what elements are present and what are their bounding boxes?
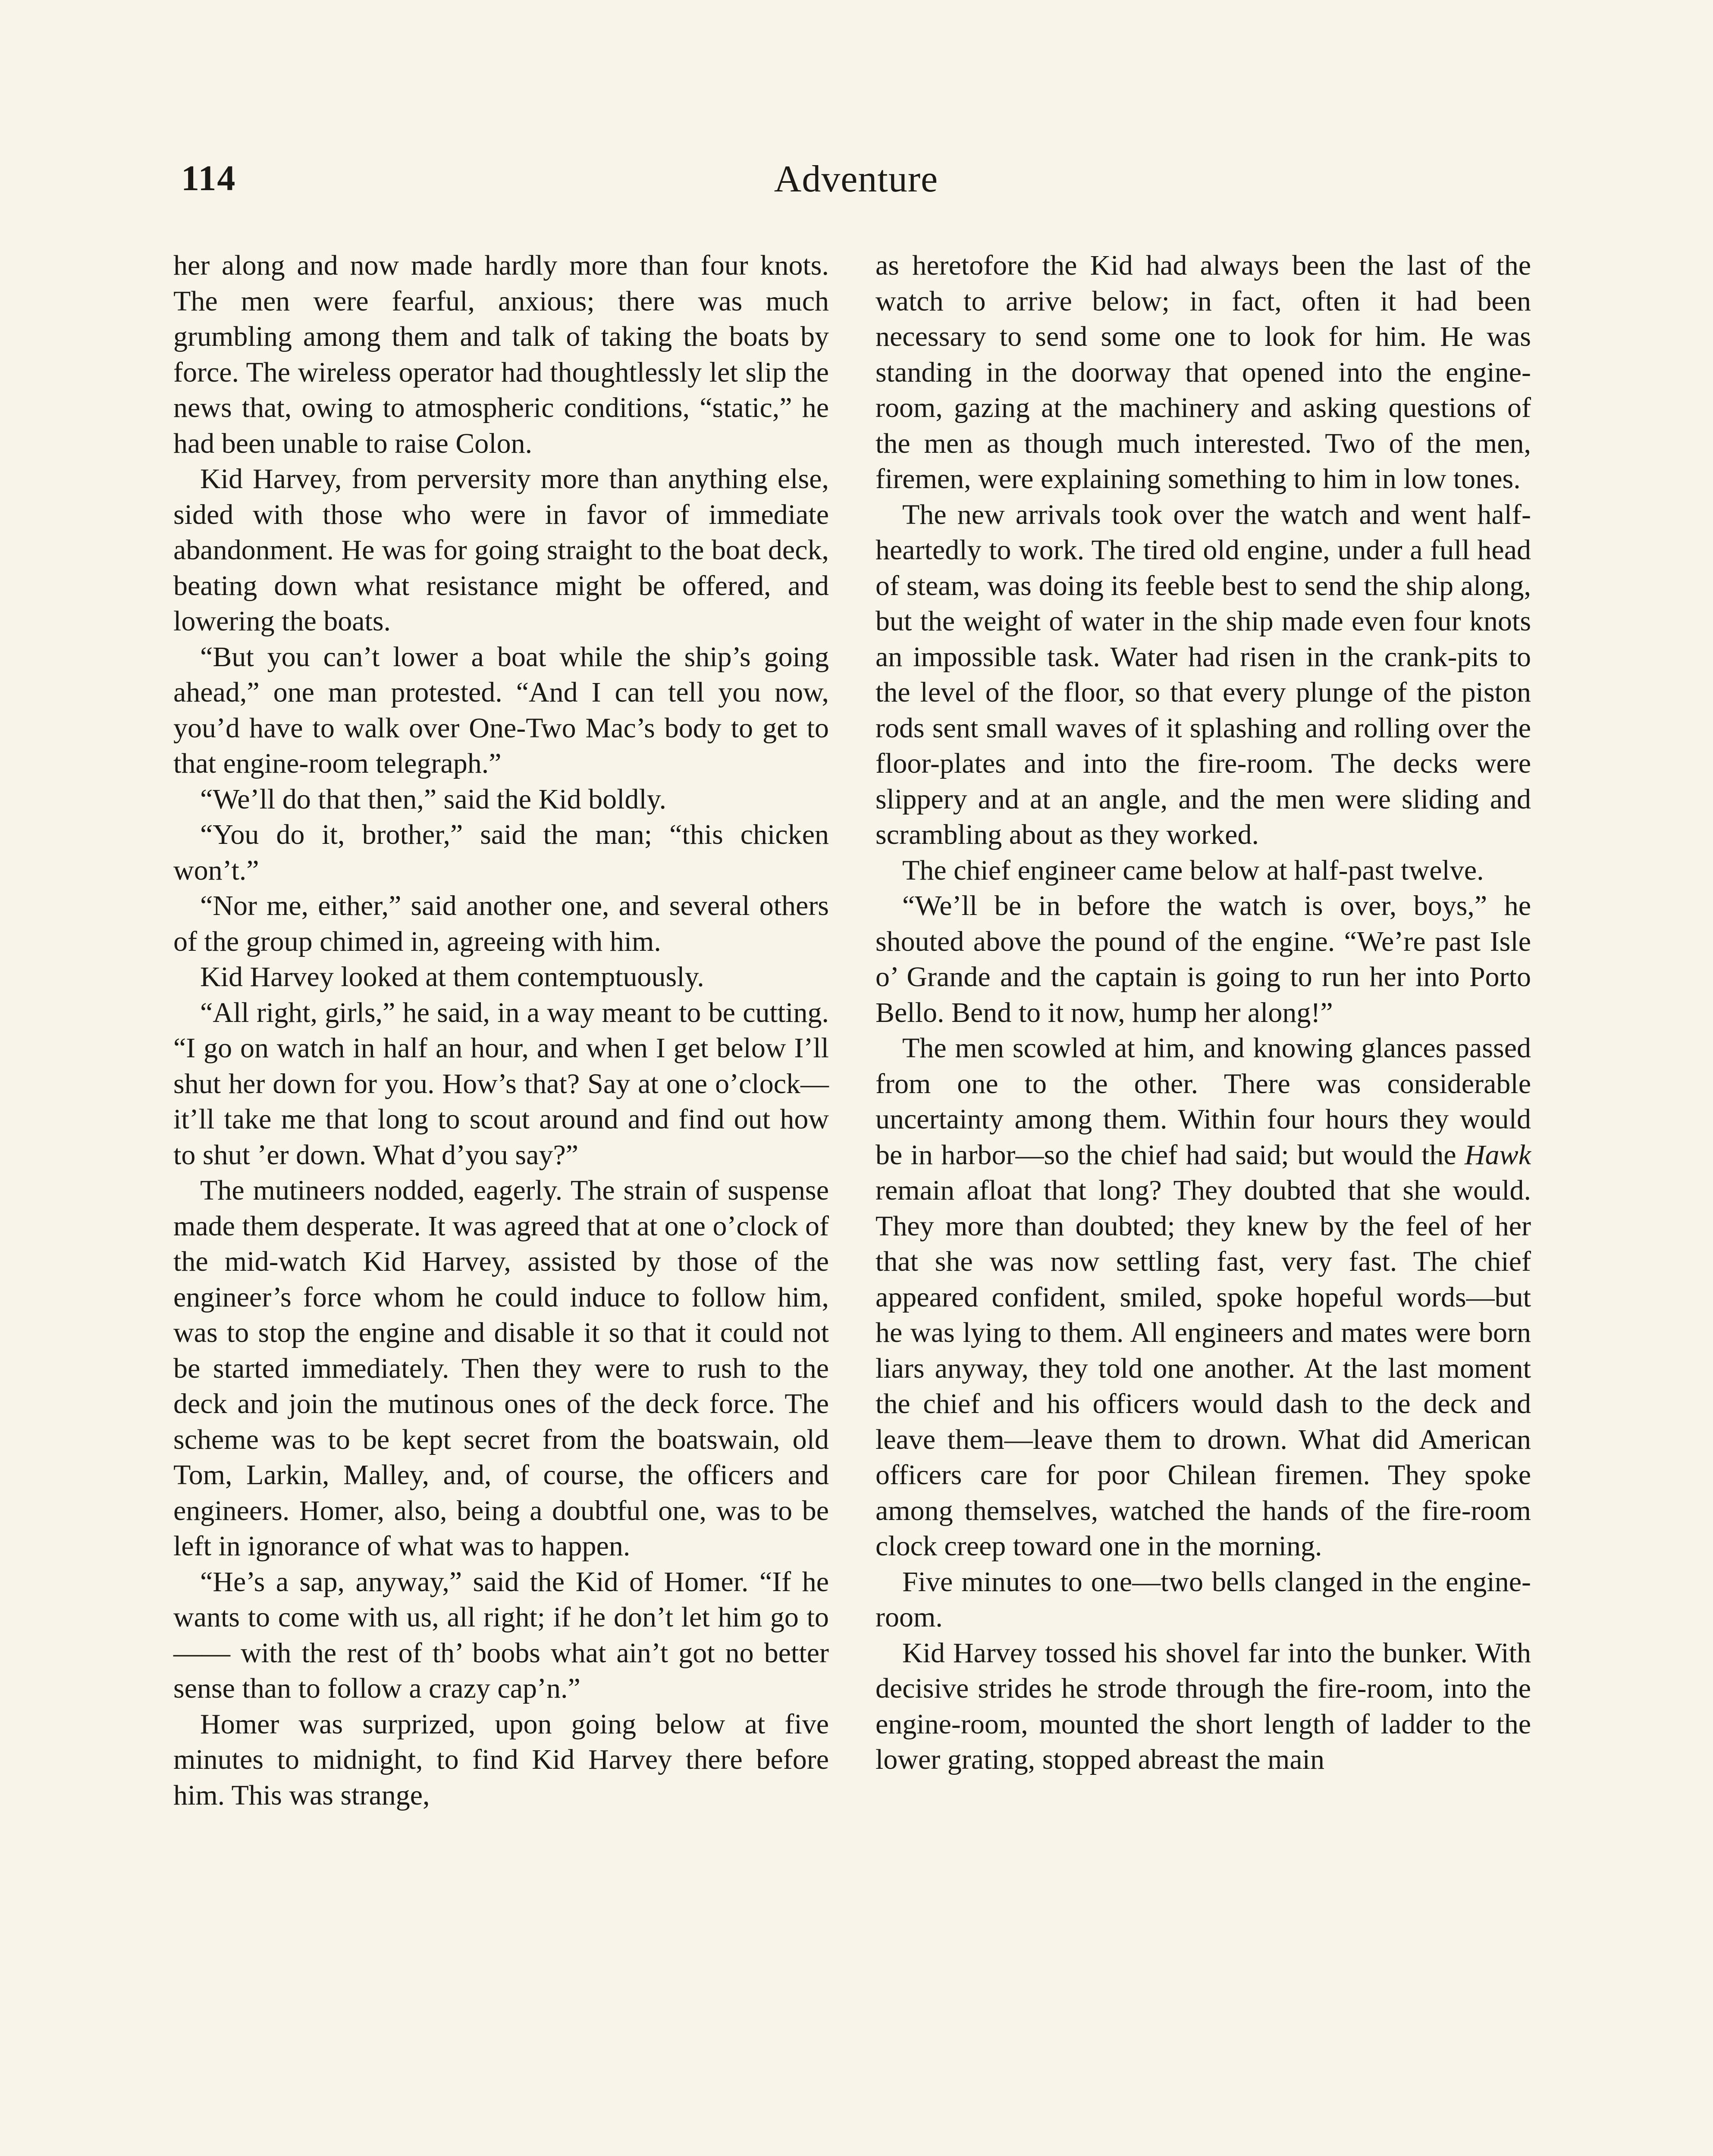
- paragraph: Five minutes to one—two bells clanged in the engine-room.: [875, 1566, 1531, 1633]
- paragraph: “He’s a sap, anyway,” said the Kid of Homer. “If he wants to come with us, all right; if he don’t let him go to —— with the rest of th’ boobs what ain’t got no better sense than to follow a crazy cap’n.”: [173, 1566, 829, 1704]
- paragraph: “You do it, brother,” said the man; “this chicken won’t.”: [173, 819, 829, 886]
- paragraph: Kid Harvey, from perversity more than anything else, sided with those who were in favor of immediate abandonment. He was for going straight to the boat deck, beating down what resistance might be offered, and lowering the boats.: [173, 463, 829, 637]
- paragraph: “But you can’t lower a boat while the ship’s going ahead,” one man protested. “And I can tell you now, you’d have to walk over One-Two Mac’s body to get to that engine-room telegraph.”: [173, 641, 829, 779]
- paragraph: Homer was surprized, upon going below at five minutes to midnight, to find Kid Harvey there before him. This was strange,: [173, 1708, 829, 1811]
- paragraph: “Nor me, either,” said another one, and several others of the group chimed in, agreeing with him.: [173, 890, 829, 957]
- paragraph: Kid Harvey tossed his shovel far into the bunker. With decisive strides he strode through the fire-room, into the engine-room, mounted the short length of ladder to the lower grating, stopped abreast the main: [875, 1637, 1531, 1775]
- page-number: 114: [181, 158, 236, 198]
- paragraph: The men scowled at him, and knowing glances passed from one to the other. There was considerable uncertainty among them. Within four hours they would be in harbor—so the chief had said; but would the Hawk remain afloat that long? They doubted that she would. They more than doubted; they knew by the feel of her that she was now settling fast, very fast. The chief appeared confident, smiled, spoke hopeful words—but he was lying to them. All engineers and mates were born liars anyway, they told one another. At the last moment the chief and his officers would dash to the deck and leave them—leave them to drown. What did American officers care for poor Chilean firemen. They spoke among themselves, watched the hands of the fire-room clock creep toward one in the morning.: [875, 1032, 1531, 1562]
- paragraph: her along and now made hardly more than four knots. The men were fearful, anxious; there was much grumbling among them and talk of taking the boats by force. The wireless operator had thoughtlessly let slip the news that, owing to atmospheric conditions, “static,” he had been unable to raise Colon.: [173, 250, 829, 459]
- paragraph: The chief engineer came below at half-past twelve.: [902, 854, 1484, 886]
- paragraph: “We’ll do that then,” said the Kid boldly.: [200, 783, 666, 815]
- left-column: [173, 248, 829, 1813]
- right-column: [875, 248, 1531, 1778]
- paragraph: “All right, girls,” he said, in a way meant to be cutting. “I go on watch in half an hour, and when I get below I’ll shut her down for you. How’s that? Say at one o’clock—it’ll take me that long to scout around and find out how to shut ’er down. What d’you say?”: [173, 997, 829, 1171]
- ship-name: Hawk: [1465, 1139, 1531, 1171]
- paragraph: as heretofore the Kid had always been the last of the watch to arrive below; in fact, often it had been necessary to send some one to look for him. He was standing in the doorway that opened into the engine-room, gazing at the machinery and asking questions of the men as though much interested. Two of the men, firemen, were explaining something to him in low tones.: [875, 250, 1531, 495]
- paragraph: The new arrivals took over the watch and went half-heartedly to work. The tired old engine, under a full head of steam, was doing its feeble best to send the ship along, but the weight of water in the ship made even four knots an impossible task. Water had risen in the crank-pits to the level of the floor, so that every plunge of the piston rods sent small waves of it splashing and rolling over the floor-plates and into the fire-room. The decks were slippery and at an angle, and the men were sliding and scrambling about as they worked.: [875, 498, 1531, 850]
- paragraph: Kid Harvey looked at them contemptuously.: [200, 961, 704, 993]
- running-title: Adventure: [774, 158, 938, 200]
- paragraph: “We’ll be in before the watch is over, boys,” he shouted above the pound of the engine. “We’re past Isle o’ Grande and the captain is going to run her into Porto Bello. Bend to it now, hump her along!”: [875, 890, 1531, 1028]
- paragraph: The mutineers nodded, eagerly. The strain of suspense made them desperate. It was agreed that at one o’clock of the mid-watch Kid Harvey, assisted by those of the engineer’s force whom he could induce to follow him, was to stop the engine and disable it so that it could not be started immediately. Then they were to rush to the deck and join the mutinous ones of the deck force. The scheme was to be kept secret from the boatswain, old Tom, Larkin, Malley, and, of course, the officers and engineers. Homer, also, being a doubtful one, was to be left in ignorance of what was to happen.: [173, 1175, 829, 1562]
- page-header: [181, 157, 1531, 209]
